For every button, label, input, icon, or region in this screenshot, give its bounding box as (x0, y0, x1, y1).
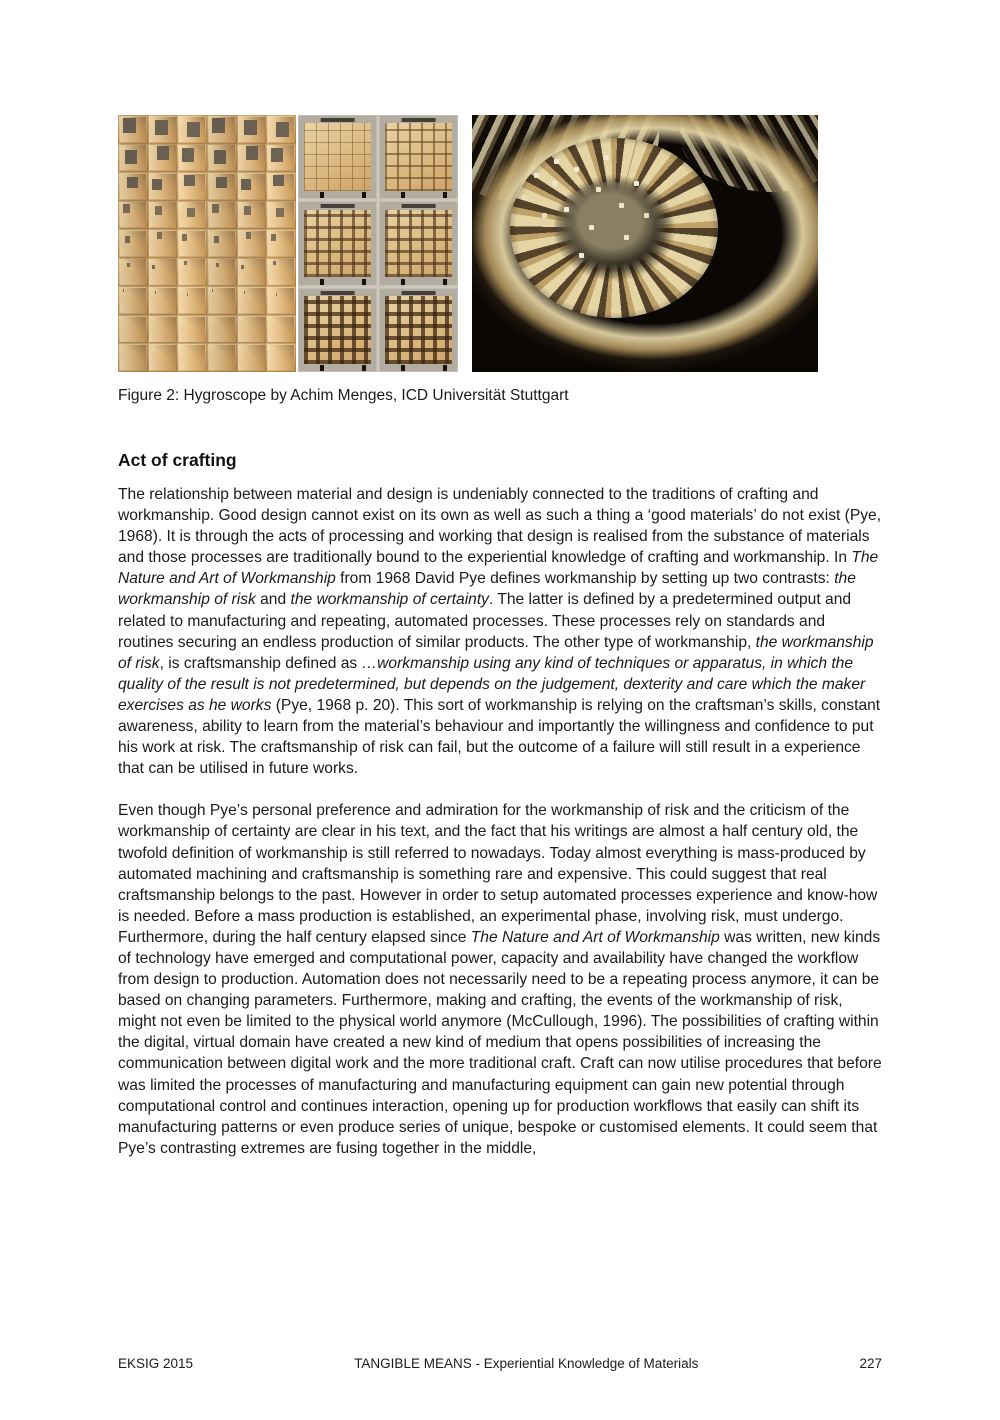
wood-grid-sample (304, 210, 371, 277)
wood-tile (148, 115, 178, 144)
wood-tile (237, 229, 267, 258)
tile-gap (276, 293, 277, 296)
tile-gap (182, 234, 187, 241)
wood-tile (118, 315, 148, 344)
tile-gap (276, 122, 290, 137)
tile-gap (157, 232, 162, 239)
figure-caption: Figure 2: Hygroscope by Achim Menges, ICD Universität Stuttgart (118, 387, 569, 404)
wood-tile (266, 343, 296, 372)
wood-tile (177, 229, 207, 258)
wood-tile (118, 229, 148, 258)
paragraph-1 (118, 484, 882, 779)
tile-gap (212, 289, 213, 292)
wood-tile (266, 115, 296, 144)
tile-gap (212, 118, 226, 133)
wood-tile (148, 343, 178, 372)
wood-tile (237, 144, 267, 173)
wood-tile (266, 229, 296, 258)
wood-scale-grid (118, 115, 296, 372)
italic-text: the workmanship of certainty (290, 591, 489, 609)
wood-tile (177, 286, 207, 315)
tile-gap (157, 146, 169, 159)
material-study-panel (298, 201, 377, 285)
spiral-center-disc (555, 182, 666, 269)
wood-tile (148, 258, 178, 287)
wood-tile (177, 172, 207, 201)
tile-gap (125, 150, 137, 163)
italic-text: the workmanship of risk (118, 570, 856, 609)
figure-image-row (118, 115, 818, 372)
tile-gap (152, 265, 155, 270)
body-text: and (255, 591, 291, 609)
wood-tile (207, 144, 237, 173)
body-text: from 1968 David Pye defines workmanship by setting up two contrasts: (335, 570, 835, 588)
wood-tile (237, 258, 267, 287)
wood-tile (266, 258, 296, 287)
wood-tile (148, 144, 178, 173)
wood-tile (237, 172, 267, 201)
body-text: , is craftsmanship defined as (159, 654, 362, 672)
tile-gap (125, 236, 130, 243)
tile-gap (241, 179, 251, 190)
wood-tile (177, 343, 207, 372)
tile-gap (152, 179, 162, 190)
wood-tile (207, 229, 237, 258)
wood-grid-sample (385, 210, 452, 277)
italic-text: …workmanship using any kind of techniques or apparatus, in which the quality of the result is not predetermined, but depends on the judgement, dexterity and care which the maker exercises as he works (118, 654, 866, 714)
tile-gap (271, 234, 276, 241)
footer-conference: EKSIG 2015 (118, 1356, 194, 1371)
material-study-panel (379, 201, 458, 285)
wood-tile (177, 201, 207, 230)
wood-tile (237, 286, 267, 315)
tile-gap (187, 208, 195, 217)
tile-gap (155, 206, 163, 215)
wood-tile (148, 172, 178, 201)
wood-tile (237, 343, 267, 372)
italic-text: The Nature and Art of Workmanship (470, 928, 720, 946)
footer-page-number: 227 (859, 1356, 882, 1371)
tile-gap (212, 204, 220, 213)
footer-proceedings-title: TANGIBLE MEANS - Experiential Knowledge of Materials (354, 1356, 699, 1371)
tile-gap (214, 150, 226, 163)
tile-gap (276, 208, 284, 217)
spiral-highlights (534, 173, 539, 178)
wood-tile (118, 343, 148, 372)
wood-tile (148, 201, 178, 230)
material-study-panel (379, 288, 458, 372)
body-text: The relationship between material and design is undeniably connected to the traditions of crafting and workmanship. Good design cannot exist on its own as well as such a thing a ‘good materials’ do not exist (Pye, 1968). It is through the acts of processing and working that design is realised from the substance of materials and those processes are traditionally bound to the experiential knowledge of crafting and workmanship. In (118, 486, 882, 567)
wood-tile (266, 315, 296, 344)
figure-2 (118, 115, 882, 405)
wood-tile (177, 144, 207, 173)
wood-tile (177, 115, 207, 144)
wood-tile (118, 258, 148, 287)
tile-gap (271, 148, 283, 161)
tile-gap (182, 148, 194, 161)
material-study-panel (298, 115, 377, 199)
wood-tile (237, 315, 267, 344)
body-text: (Pye, 1968 p. 20). This sort of workmanship is relying on the craftsman’s skills, constant awareness, ability to learn from the material’s behaviour and importantly the willingness and confidence to put his work at risk. The craftsmanship of risk can fail, but the outcome of a failure will still result in a experience that can be utilised in future works. (118, 696, 881, 778)
tile-gap (127, 263, 130, 268)
wood-grid-sample (385, 296, 452, 363)
wood-tile (266, 144, 296, 173)
wood-tile (207, 286, 237, 315)
body-text: was written, new kinds of technology have emerged and computational power, capacity and availability have changed the workflow from design to production. Automation does not necessarily need to be a repeating process anymore, it can be based on changing parameters. Furthermore, making and crafting, the events of the workmanship of risk, might not even be limited to the physical world anymore (McCullough, 1996). The possibilities of crafting within the digital, virtual domain have created a new kind of medium that opens possibilities of increasing the communication between digital work and the more traditional craft. Craft can now utilise procedures that before was limited the processes of manufacturing and manufacturing equipment can gain new potential through computational control and continues interaction, opening up for production workflows that easily can shift its manufacturing patterns or even produce series of unique, bespoke or customised elements. It could seem that Pye’s contrasting extremes are fusing together in the middle, (118, 928, 882, 1157)
tile-gap (187, 122, 201, 137)
tile-gap (123, 204, 131, 213)
wood-tile (118, 201, 148, 230)
tile-gap (246, 232, 251, 239)
tile-gap (184, 261, 187, 266)
wood-tile (148, 229, 178, 258)
tile-gap (214, 236, 219, 243)
page-content (118, 115, 882, 1159)
wood-tile (207, 115, 237, 144)
tile-gap (273, 175, 283, 186)
tile-gap (123, 118, 137, 133)
tile-gap (155, 291, 156, 294)
tile-gap (184, 175, 194, 186)
italic-text: the workmanship of risk (118, 633, 874, 672)
italic-text: The Nature and Art of Workmanship (118, 549, 879, 588)
wood-tile (207, 343, 237, 372)
tile-gap (127, 177, 137, 188)
wood-grid-sample (385, 123, 452, 190)
tile-gap (216, 263, 219, 268)
tile-gap (187, 293, 188, 296)
wood-tile (148, 315, 178, 344)
figure-photo-study-series (298, 115, 458, 372)
wood-tile (237, 201, 267, 230)
material-study-panel (298, 288, 377, 372)
wood-tile (148, 286, 178, 315)
material-study-panel (379, 115, 458, 199)
wood-tile (177, 258, 207, 287)
figure-photo-closeup (118, 115, 296, 372)
tile-gap (155, 120, 169, 135)
wood-tile (118, 115, 148, 144)
wood-tile (266, 172, 296, 201)
tile-gap (244, 206, 252, 215)
wood-tile (118, 172, 148, 201)
wood-tile (266, 286, 296, 315)
wood-tile (237, 115, 267, 144)
page-footer (118, 1356, 882, 1371)
wood-grid-sample (304, 296, 371, 363)
wood-tile (207, 315, 237, 344)
paragraph-2 (118, 800, 882, 1159)
wood-tile (207, 172, 237, 201)
figure-photo-spiral-canopy (472, 115, 818, 372)
tile-gap (123, 289, 124, 292)
body-text: Even though Pye’s personal preference and admiration for the workmanship of risk and the criticism of the workmanship of certainty are clear in his text, and the fact that his writings are almost a half century old, the twofold definition of workmanship is still referred to nowadays. Today almost everything is mass-produced by automated machining and craftsmanship is something rare and expensive. This could suggest that real craftsmanship belongs to the past. However in order to setup automated processes experience and know-how is needed. Before a mass production is established, an experimental phase, involving risk, must undergo. Furthermore, during the half century elapsed since (118, 802, 878, 946)
body-text: . The latter is defined by a predetermined output and related to manufacturing and repeating, automated processes. These processes rely on standards and routines securing an endless production of similar products. The other type of workmanship, (118, 591, 852, 651)
tile-gap (244, 291, 245, 294)
wood-tile (266, 201, 296, 230)
tile-gap (241, 265, 244, 270)
tile-gap (273, 261, 276, 266)
wood-tile (118, 286, 148, 315)
wood-tile (207, 258, 237, 287)
wood-tile (177, 315, 207, 344)
tile-gap (246, 146, 258, 159)
wood-tile (207, 201, 237, 230)
wood-grid-sample (304, 123, 371, 190)
section-heading: Act of crafting (118, 450, 237, 470)
tile-gap (216, 177, 226, 188)
tile-gap (244, 120, 258, 135)
wood-tile (118, 144, 148, 173)
